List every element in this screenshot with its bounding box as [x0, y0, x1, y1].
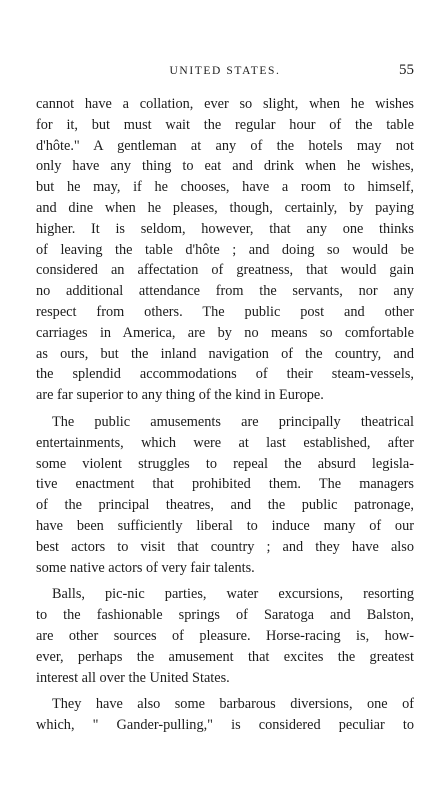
- text-line: are far superior to any thing of the kind in Europe.: [36, 387, 324, 404]
- text-line: respect from others. The public post and other: [36, 303, 414, 320]
- running-head: [36, 62, 414, 82]
- text-line: carriages in America, are by no means so comfortable: [36, 324, 414, 341]
- text-line: best actors to visit that country ; and they have also: [36, 538, 414, 555]
- text-line: only have any thing to eat and drink when he wishes,: [36, 158, 414, 175]
- paragraph: [36, 584, 414, 688]
- text-line: as ours, but the inland navigation of the country, and: [36, 345, 414, 362]
- text-line: They have also some barbarous diversions, one of: [52, 696, 414, 713]
- text-line: are other sources of pleasure. Horse-racing is, how-: [36, 627, 414, 644]
- text-line: have been sufficiently liberal to induce many of our: [36, 517, 414, 534]
- paragraph: [36, 412, 414, 578]
- text-line: some native actors of very fair talents.: [36, 559, 255, 576]
- text-line: Balls, pic-nic parties, water excursions, resorting: [52, 586, 414, 603]
- text-line: the splendid accommodations of their steam-vessels,: [36, 366, 414, 383]
- text-line: higher. It is seldom, however, that any one thinks: [36, 220, 414, 237]
- text-line: ever, perhaps the amusement that excites the greatest: [36, 648, 414, 665]
- text-line: for it, but must wait the regular hour of the table: [36, 116, 414, 133]
- text-line: to the fashionable springs of Saratoga and Balston,: [36, 607, 414, 624]
- body-text: [36, 94, 414, 736]
- text-line: of the principal theatres, and the public patronage,: [36, 497, 414, 514]
- text-line: The public amusements are principally theatrical: [52, 413, 414, 430]
- text-line: but he may, if he chooses, have a room to himself,: [36, 179, 414, 196]
- text-line: which, " Gander-pulling," is considered peculiar to: [36, 717, 414, 734]
- text-line: d'hôte." A gentleman at any of the hotels may not: [36, 137, 414, 154]
- text-line: no additional attendance from the servants, nor any: [36, 283, 414, 300]
- text-line: tive enactment that prohibited them. The managers: [36, 476, 414, 493]
- paragraph: [36, 94, 414, 406]
- text-line: some violent struggles to repeal the absurd legisla-: [36, 455, 414, 472]
- text-line: considered an affectation of greatness, that would gain: [36, 262, 414, 279]
- running-title: UNITED STATES.: [169, 65, 281, 77]
- text-line: cannot have a collation, ever so slight, when he wishes: [36, 96, 414, 112]
- text-line: of leaving the table d'hôte ; and doing so would be: [36, 241, 414, 258]
- text-line: entertainments, which were at last established, after: [36, 434, 414, 451]
- paragraph: [36, 694, 414, 736]
- text-line: and dine when he pleases, though, certainly, by paying: [36, 199, 414, 216]
- text-line: interest all over the United States.: [36, 669, 230, 686]
- page-number: 55: [399, 62, 414, 78]
